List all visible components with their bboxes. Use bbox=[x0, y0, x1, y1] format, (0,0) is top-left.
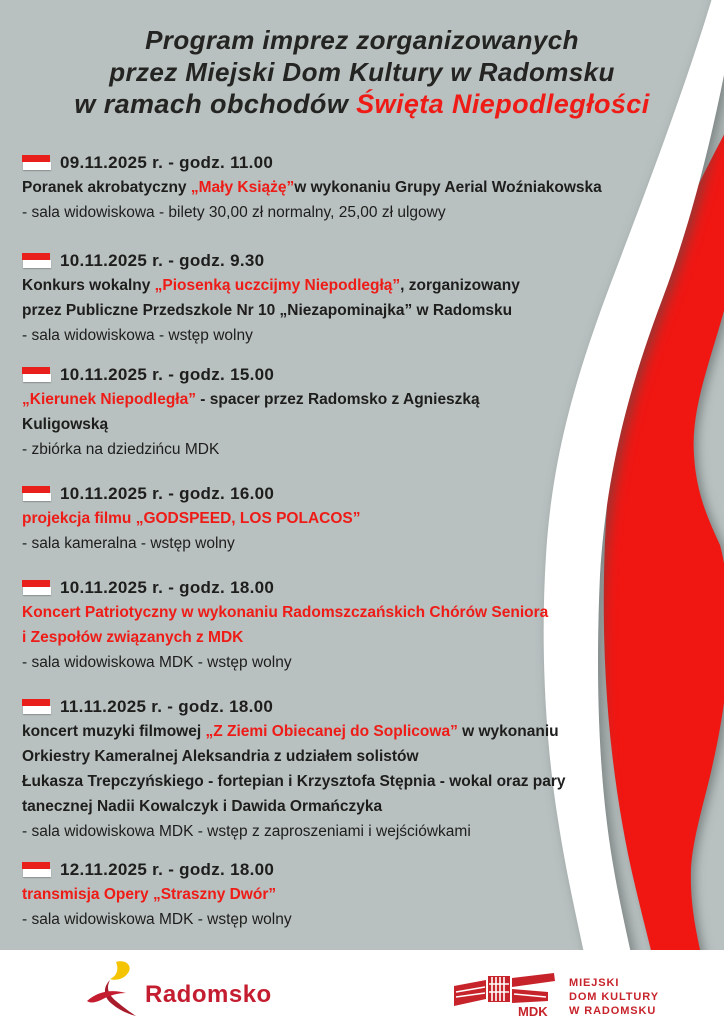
event-title-text: koncert muzyki filmowej bbox=[22, 723, 206, 740]
event-item bbox=[22, 481, 662, 556]
mdk-monogram: MDK bbox=[518, 1004, 548, 1019]
event-date-row bbox=[22, 150, 662, 175]
event-title bbox=[22, 506, 662, 531]
event-detail: - sala kameralna - wstęp wolny bbox=[22, 535, 235, 552]
mdk-name-line-3: W RADOMSKU bbox=[569, 1005, 657, 1017]
event-date: 12.11.2025 r. - godz. 18.00 bbox=[60, 859, 275, 879]
event-title-text: Łukasza Trepczyńskiego - fortepian i Krzysztofa Stępnia - wokal oraz pary bbox=[22, 773, 566, 790]
event-title-accent: „Z Ziemi Obiecanej do Soplicowa” bbox=[205, 723, 458, 740]
event-date: 10.11.2025 r. - godz. 15.00 bbox=[60, 364, 275, 384]
event-title-text: Orkiestry Kameralnej Aleksandria z udziałem solistów bbox=[22, 748, 419, 765]
poland-flag-icon bbox=[22, 486, 51, 501]
event-date-row bbox=[22, 481, 662, 506]
event-detail: - sala widowiskowa MDK - wstęp z zaproszeniami i wejściówkami bbox=[22, 823, 471, 840]
event-detail: - sala widowiskowa - wstęp wolny bbox=[22, 327, 253, 344]
event-title-text: w wykonaniu Grupy Aerial Woźniakowska bbox=[294, 179, 602, 196]
event-date: 10.11.2025 r. - godz. 16.00 bbox=[60, 483, 275, 503]
poland-flag-icon bbox=[22, 367, 51, 382]
event-title-text: Poranek akrobatyczny bbox=[22, 179, 191, 196]
poland-flag-icon bbox=[22, 155, 51, 170]
event-item bbox=[22, 575, 662, 675]
header-line-3-prefix: w ramach obchodów bbox=[74, 89, 357, 119]
header-line-2: przez Miejski Dom Kultury w Radomsku bbox=[109, 57, 615, 87]
event-item bbox=[22, 248, 662, 348]
event-title-accent: „Piosenką uczcijmy Niepodległą” bbox=[154, 277, 401, 294]
header-line-3-accent: Święta Niepodległości bbox=[356, 89, 650, 119]
poland-flag-icon bbox=[22, 862, 51, 877]
event-title-accent: „Kierunek Niepodległa” bbox=[22, 391, 196, 408]
event-date-row bbox=[22, 248, 662, 273]
footer-bar bbox=[0, 950, 724, 1024]
poland-flag-icon bbox=[22, 699, 51, 714]
event-detail: - sala widowiskowa MDK - wstęp wolny bbox=[22, 654, 292, 671]
event-item bbox=[22, 694, 662, 844]
mdk-name-line-2: DOM KULTURY bbox=[569, 991, 659, 1003]
mdk-name-text bbox=[569, 976, 659, 1018]
poland-flag-icon bbox=[22, 580, 51, 595]
poland-flag-icon bbox=[22, 253, 51, 268]
event-detail: - sala widowiskowa MDK - wstęp wolny bbox=[22, 911, 292, 928]
event-title-text: Konkurs wokalny bbox=[22, 277, 155, 294]
event-title-accent: Koncert Patriotyczny w wykonaniu Radomszczańskich Chórów Seniora bbox=[22, 604, 549, 621]
mdk-logo bbox=[452, 968, 659, 1020]
event-title bbox=[22, 719, 662, 819]
event-title-text: przez Publiczne Przedszkole Nr 10 „Niezapominajka” w Radomsku bbox=[22, 302, 513, 319]
event-date-row bbox=[22, 694, 662, 719]
event-title bbox=[22, 387, 662, 437]
mdk-name-line-1: MIEJSKI bbox=[569, 977, 620, 989]
event-item bbox=[22, 857, 662, 932]
event-date: 10.11.2025 r. - godz. 9.30 bbox=[60, 250, 265, 270]
event-item bbox=[22, 150, 662, 225]
header-line-1: Program imprez zorganizowanych bbox=[145, 25, 579, 55]
event-title-text: w wykonaniu bbox=[457, 723, 559, 740]
event-title-text: - spacer przez Radomsko z Agnieszką bbox=[195, 391, 480, 408]
event-date: 10.11.2025 r. - godz. 18.00 bbox=[60, 577, 275, 597]
event-date-row bbox=[22, 575, 662, 600]
event-title bbox=[22, 175, 662, 200]
event-title-text: Kuligowską bbox=[22, 416, 109, 433]
radomsko-logo bbox=[86, 960, 272, 1016]
mdk-building-icon bbox=[452, 968, 557, 1020]
radomsko-figure-icon bbox=[86, 960, 138, 1016]
event-date: 09.11.2025 r. - godz. 11.00 bbox=[60, 152, 274, 172]
header-line-3 bbox=[0, 88, 724, 120]
event-title-text: tanecznej Nadii Kowalczyk i Dawida Ormańczyka bbox=[22, 798, 383, 815]
event-date: 11.11.2025 r. - godz. 18.00 bbox=[60, 696, 274, 716]
event-title-text: , zorganizowany bbox=[400, 277, 520, 294]
event-title-accent: „Mały Książę” bbox=[190, 179, 295, 196]
event-title bbox=[22, 882, 662, 907]
event-item bbox=[22, 362, 662, 462]
radomsko-wordmark: Radomsko bbox=[145, 981, 272, 1008]
event-title-accent: transmisja Opery „Straszny Dwór” bbox=[22, 886, 277, 903]
event-date-row bbox=[22, 362, 662, 387]
event-title-accent: projekcja filmu „GODSPEED, LOS POLACOS” bbox=[22, 510, 361, 527]
event-detail: - zbiórka na dziedzińcu MDK bbox=[22, 441, 220, 458]
event-date-row bbox=[22, 857, 662, 882]
event-title-accent: i Zespołów związanych z MDK bbox=[22, 629, 244, 646]
event-title bbox=[22, 273, 662, 323]
event-title bbox=[22, 600, 662, 650]
event-detail: - sala widowiskowa - bilety 30,00 zł normalny, 25,00 zł ulgowy bbox=[22, 204, 446, 221]
poster-header bbox=[0, 24, 724, 120]
